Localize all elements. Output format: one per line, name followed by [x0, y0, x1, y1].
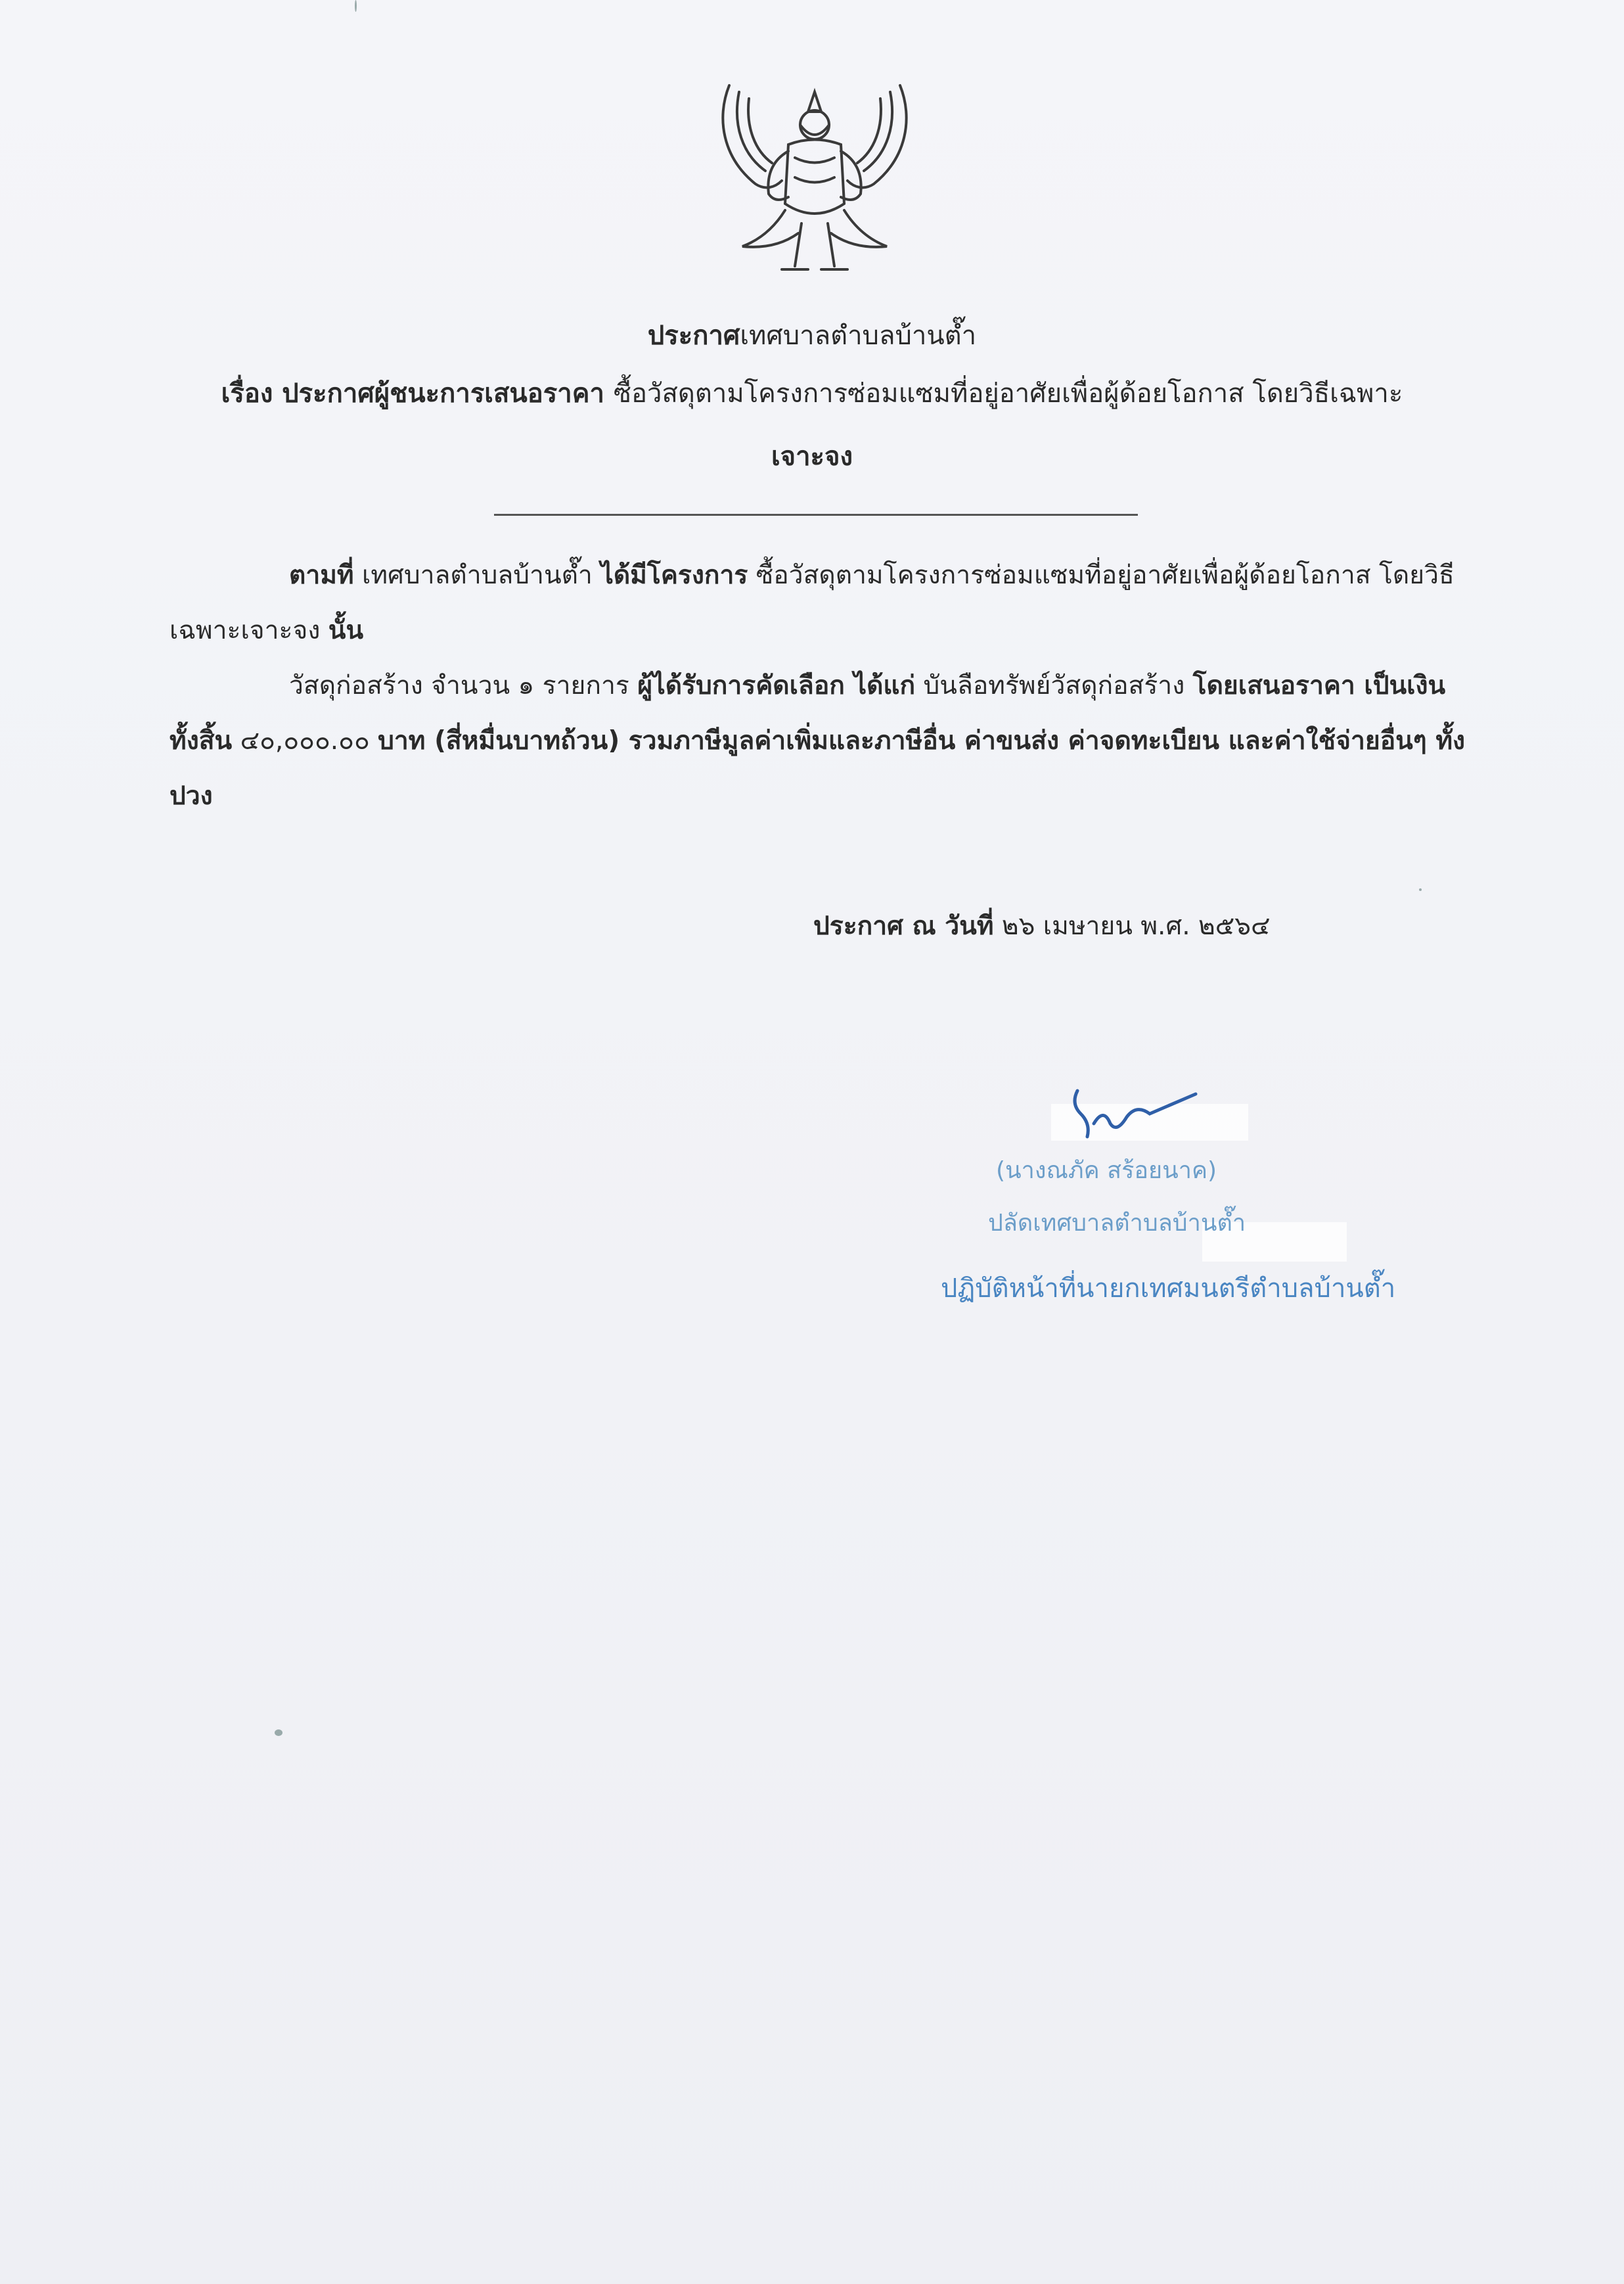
- p2-winner-label: ผู้ได้รับการคัดเลือก ได้แก่: [637, 671, 916, 700]
- p2-winner: บันลือทรัพย์วัสดุก่อสร้าง: [915, 671, 1193, 700]
- paragraph-2: [169, 658, 1470, 824]
- p1-mid: ได้มีโครงการ: [600, 560, 748, 590]
- p1-project: ซื้อวัสดุตามโครงการซ่อมแซมที่อยู่อาศัยเพื่อผู้ด้อยโอกาส โดยวิธีเฉพาะเจาะจง: [169, 560, 1455, 645]
- paper-speck: [355, 0, 357, 12]
- subject-line-3: เจาะจง: [771, 442, 853, 472]
- handwritten-signature-icon: [1064, 1084, 1202, 1143]
- p2-amount: ๔๐,๐๐๐.๐๐: [232, 726, 378, 756]
- paper-speck: [275, 1729, 282, 1736]
- announcement-subject: [0, 372, 1624, 414]
- subject-rest: ซื้อวัสดุตามโครงการซ่อมแซมที่อยู่อาศัยเพื่อผู้ด้อยโอกาส โดยวิธีเฉพาะ: [613, 378, 1403, 409]
- paragraph-1: [169, 548, 1470, 658]
- garuda-emblem-icon: [703, 72, 926, 289]
- announcement-date: [813, 905, 1271, 946]
- p2-amount-text: บาท (สี่หมื่นบาทถ้วน) รวมภาษีมูลค่าเพิ่มและภาษีอื่น ค่าขนส่ง ค่าจดทะเบียน และค่าใช้จ่ายอื่นๆ ทั้งปวง: [169, 726, 1466, 811]
- subject-bold: เรื่อง ประกาศผู้ชนะการเสนอราคา: [221, 378, 604, 409]
- signer-position: ปลัดเทศบาลตำบลบ้านต๊ำ: [988, 1210, 1246, 1237]
- p2-price-label: โดยเสนอราคา เป็นเงินทั้งสิ้น: [169, 671, 1446, 756]
- date-label: ประกาศ ณ วันที่: [813, 911, 994, 941]
- title-divider: [494, 514, 1138, 516]
- p1-lead: ตามที่: [289, 560, 354, 590]
- signer-acting-position: ปฏิบัติหน้าที่นายกเทศมนตรีตำบลบ้านต๊ำ: [941, 1273, 1396, 1304]
- p1-org: เทศบาลตำบลบ้านต๊ำ: [353, 560, 601, 590]
- title-bold: ประกาศ: [647, 321, 740, 351]
- announcement-title: [0, 314, 1624, 356]
- date-value: ๒๖ เมษายน พ.ศ. ๒๕๖๔: [993, 911, 1271, 941]
- p2-item: วัสดุก่อสร้าง จำนวน ๑ รายการ: [289, 671, 638, 700]
- p1-end: นั้น: [328, 616, 364, 645]
- paper-speck: [1419, 888, 1422, 891]
- title-org: เทศบาลตำบลบ้านต๊ำ: [740, 321, 977, 351]
- signer-name: (นางณภัค สร้อยนาค): [996, 1157, 1217, 1184]
